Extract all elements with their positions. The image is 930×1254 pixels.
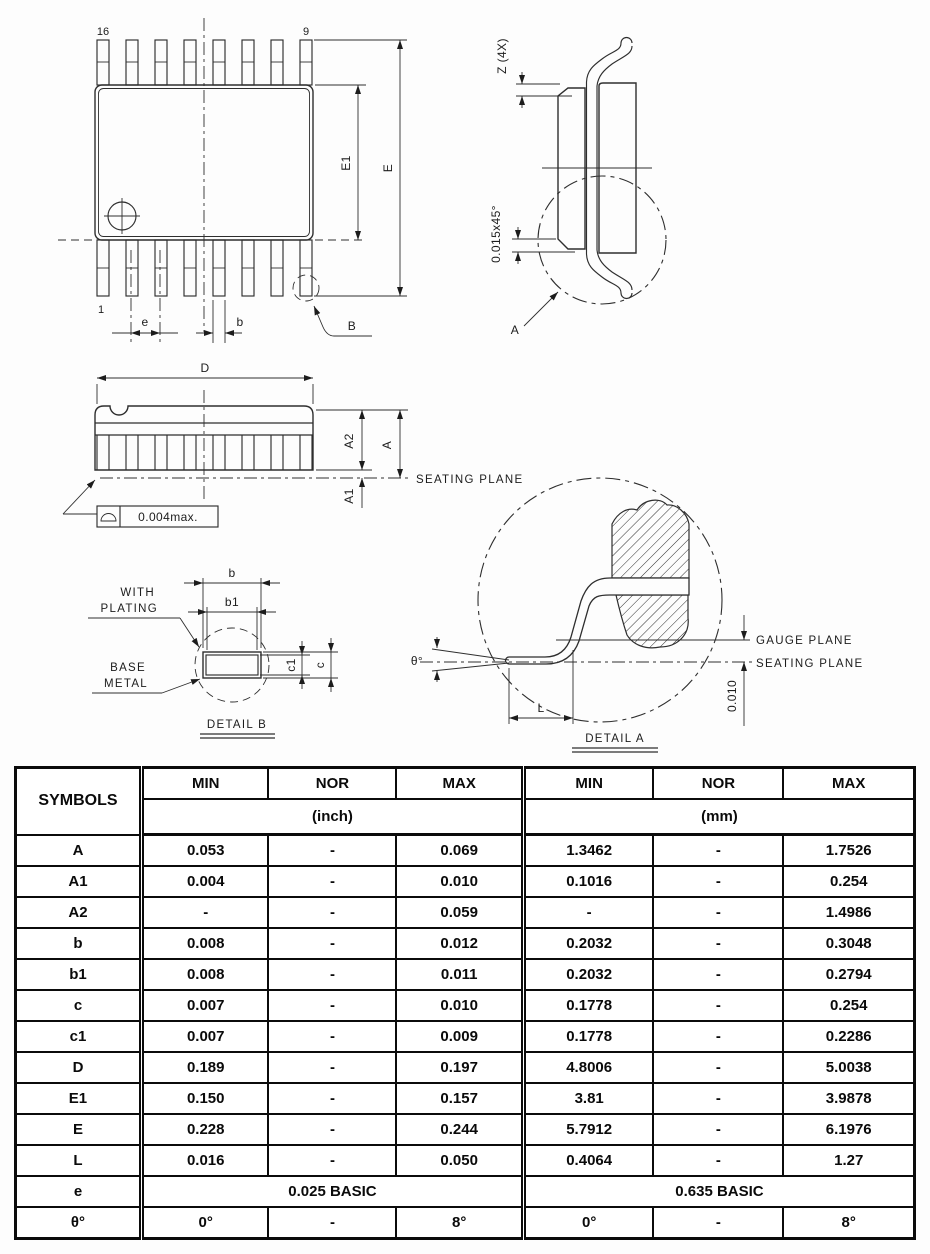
detail-b-ref-label: B (347, 319, 357, 333)
table-row-e-basic (16, 1176, 915, 1207)
dim-label-b: b (236, 315, 244, 329)
base-metal-label-2: METAL (104, 678, 148, 690)
table-row: L 0.016 - 0.050 0.4064 - 1.27 (16, 1145, 915, 1176)
dim-label-A2: A2 (342, 433, 356, 449)
dim-label-chamfer: 0.015x45° (489, 205, 503, 263)
dim-label-c: c (313, 661, 327, 669)
lead-base-metal-outline (206, 655, 258, 675)
flatness-symbol-icon (101, 514, 116, 522)
e-basic-inch: 0.025 BASIC (141, 1176, 523, 1207)
dim-label-L: L (537, 701, 545, 715)
with-plating-label-2: PLATING (100, 603, 158, 615)
detail-b (88, 566, 338, 738)
table-row: A1 0.004 - 0.010 0.1016 - 0.254 (16, 866, 915, 897)
side-view (63, 361, 523, 527)
col-header-max-inch: MAX (396, 768, 523, 800)
table-row: E 0.228 - 0.244 5.7912 - 6.1976 (16, 1114, 915, 1145)
table-row: A2 - - 0.059 - - 1.4986 (16, 897, 915, 928)
pin-number-1: 1 (97, 304, 105, 316)
table-row: A 0.053 - 0.069 1.3462 - 1.7526 (16, 835, 915, 867)
symbol-cell: A2 (16, 897, 142, 928)
dim-label-e: e (141, 315, 149, 329)
dimensions-table-container (14, 766, 916, 1240)
table-row: D 0.189 - 0.197 4.8006 - 5.0038 (16, 1052, 915, 1083)
dim-label-E: E (381, 163, 395, 173)
col-header-nor-inch: NOR (268, 768, 396, 800)
col-header-nor-mm: NOR (653, 768, 783, 800)
dim-label-theta: θ° (410, 654, 424, 668)
header-row-2 (16, 799, 915, 835)
dim-label-A1: A1 (342, 488, 356, 504)
dim-label-b1: b1 (224, 595, 240, 609)
header-row-1 (16, 768, 915, 800)
side-leads (97, 435, 312, 470)
unit-header-mm: (mm) (523, 799, 914, 835)
dim-label-A: A (380, 440, 394, 450)
col-header-max-mm: MAX (783, 768, 914, 800)
body-section-upper (612, 500, 689, 578)
end-body-left (558, 88, 585, 249)
symbol-cell: E (16, 1114, 142, 1145)
bottom-pins (97, 240, 312, 296)
dim-label-b-detail: b (228, 566, 236, 580)
symbol-cell: b1 (16, 959, 142, 990)
end-view (489, 38, 666, 338)
flatness-value: 0.004max. (138, 510, 198, 524)
detail-a-ref-label: A (510, 323, 520, 337)
pin1-marker (104, 198, 140, 234)
pin-number-16: 16 (96, 26, 110, 38)
col-header-min-inch: MIN (141, 768, 268, 800)
dim-label-c1: c1 (284, 658, 298, 672)
seating-plane-label: SEATING PLANE (416, 474, 524, 486)
symbol-cell: A (16, 835, 142, 867)
dim-label-E1: E1 (339, 155, 353, 171)
table-row: b 0.008 - 0.012 0.2032 - 0.3048 (16, 928, 915, 959)
top-pins (97, 40, 312, 85)
table-row: c 0.007 - 0.010 0.1778 - 0.254 (16, 990, 915, 1021)
symbol-cell: D (16, 1052, 142, 1083)
dim-label-gauge-offset: 0.010 (725, 679, 739, 713)
symbol-cell: c1 (16, 1021, 142, 1052)
symbol-cell: E1 (16, 1083, 142, 1114)
symbol-cell: c (16, 990, 142, 1021)
unit-header-inch: (inch) (141, 799, 523, 835)
detail-b-title: DETAIL B (206, 719, 268, 731)
detail-b-callout-circle (293, 275, 319, 301)
dim-label-z4x: Z (4X) (495, 38, 509, 74)
dim-label-D: D (200, 361, 210, 375)
base-metal-label-1: BASE (110, 662, 146, 674)
symbol-cell: A1 (16, 866, 142, 897)
dimensions-table (14, 766, 916, 1240)
table-row: E1 0.150 - 0.157 3.81 - 3.9878 (16, 1083, 915, 1114)
lead-plating-outline (203, 652, 261, 678)
symbol-cell: θ° (16, 1207, 142, 1239)
table-row-theta: θ° 0° - 8° 0° - 8° (16, 1207, 915, 1239)
symbol-cell: b (16, 928, 142, 959)
table-row: c1 0.007 - 0.009 0.1778 - 0.2286 (16, 1021, 915, 1052)
seating-plane-label-detail: SEATING PLANE (756, 658, 864, 670)
top-view (58, 18, 407, 346)
col-header-min-mm: MIN (523, 768, 653, 800)
symbol-cell: e (16, 1176, 142, 1207)
with-plating-label-1: WITH (120, 587, 155, 599)
pin-number-9: 9 (302, 26, 310, 38)
detail-a (411, 478, 864, 752)
symbols-header: SYMBOLS (16, 768, 142, 835)
detail-a-callout-circle (538, 176, 666, 304)
detail-a-title: DETAIL A (585, 733, 645, 745)
gauge-plane-label: GAUGE PLANE (756, 635, 853, 647)
flatness-callout (63, 480, 218, 527)
table-row: b1 0.008 - 0.011 0.2032 - 0.2794 (16, 959, 915, 990)
symbol-cell: L (16, 1145, 142, 1176)
e-basic-mm: 0.635 BASIC (523, 1176, 914, 1207)
